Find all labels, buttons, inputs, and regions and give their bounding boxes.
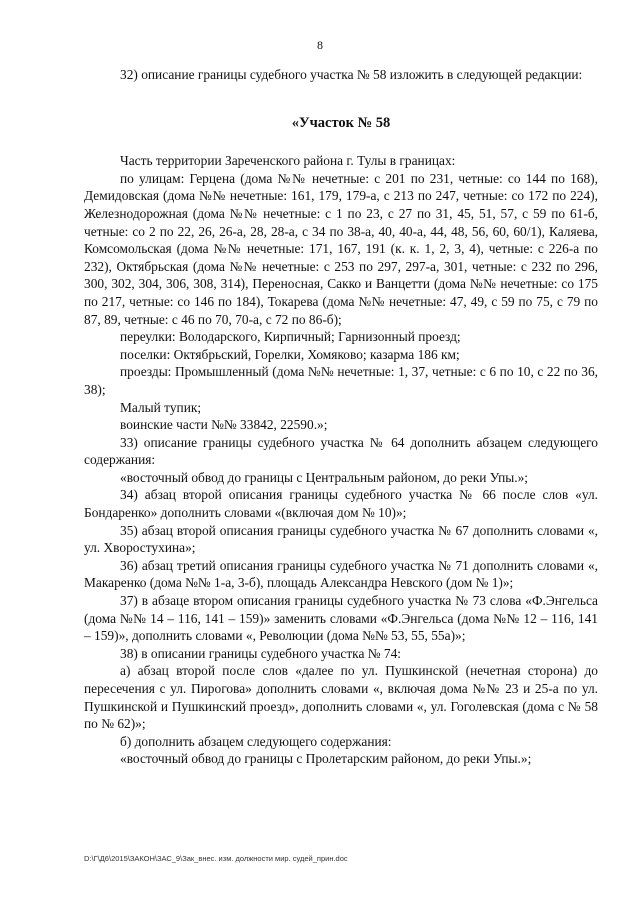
paragraph-33-quote: «восточный обвод до границы с Центральным районом, до реки Упы.»; [120, 469, 529, 485]
paragraph-dead-end: Малый тупик; [120, 399, 202, 415]
page-number: 8 [317, 38, 323, 52]
paragraph-territory: Часть территории Зареченского района г. Тулы в границах: [120, 153, 456, 169]
document-body [84, 66, 598, 768]
paragraph-33: 33) описание границы судебного участка № 64 дополнить абзацем следующего содержания: [84, 434, 598, 468]
paragraph-streets: по улицам: Герцена (дома №№ нечетные: с 201 по 231, четные: со 144 по 168), Демидовская (дома №№ нечетные: 161, 179, 179-а, с 213 по 247, четные: со 172 по 224), Железнодорожная (дома №№ нечетные: с 1 по 23, с 27 по 31, 45, 51, 57, с 59 по 61-б, четные: со 2 по 22, 26, 26-а, 28, 28-а, с 34 по 38-а, 40, 40-а, 44, 48, 56, 60, 60/1), Каляева, Комсомольская (дома №№ нечетные: 171, 167, 191 (к. к. 1, 2, 3, 4), четные: с 226-а по 232), Октябрьская (дома №№ нечетные: с 253 по 297, 297-а, 301, четные: с 232 по 296, 300, 302, 304, 306, 308, 314), Переносная, Сакко и Ванцетти (дома №№ нечетные: со 175 по 217, четные: со 146 по 184), Токарева (дома №№ нечетные: 47, 49, с 59 по 75, с 79 по 87, 89, четные: с 46 по 70, 70-а, с 72 по 86-б); [84, 170, 598, 327]
paragraph-passages: проезды: Промышленный (дома №№ нечетные: 1, 37, четные: с 6 по 10, с 22 по 36, 38); [84, 364, 598, 397]
paragraph-lanes: переулки: Володарского, Кирпичный; Гарнизонный проезд; [120, 329, 461, 345]
paragraph-34: 34) абзац второй описания границы судебного участка № 66 после слов «ул. Бондаренко» дополнить словами «(включая дом № 10)»; [84, 487, 598, 521]
paragraph-32: 32) описание границы судебного участка № 58 изложить в следующей редакции: [120, 67, 583, 82]
paragraph-35: 35) абзац второй описания границы судебного участка № 67 дополнить словами «, ул. Хворостухина»; [84, 522, 598, 556]
file-path-footer: D:\Г\Д6\2015\ЗАКОН\ЗАС_9\Зак_внес. изм. должности мир. судей_прин.doc [84, 854, 348, 863]
paragraph-38: 38) в описании границы судебного участка № 74: [120, 645, 402, 661]
paragraph-37: 37) в абзаце втором описания границы судебного участка № 73 слова «Ф.Энгельса (дома №№ 14 – 116, 141 – 159)» заменить словами «Ф.Энгельса (дома №№ 12 – 116, 141 – 159)», дополнить словами «, Революции (дома №№ 53, 55, 55а)»; [84, 593, 598, 644]
paragraph-settlements: поселки: Октябрьский, Горелки, Хомяково; казарма 186 км; [120, 346, 460, 362]
paragraph-36: 36) абзац третий описания границы судебного участка № 71 дополнить словами «, Макаренко (дома №№ 1-а, 3-б), площадь Александра Невского (дом № 1)»; [84, 557, 598, 591]
section-heading: «Участок № 58 [291, 114, 391, 131]
paragraph-38-a: а) абзац второй после слов «далее по ул. Пушкинской (нечетная сторона) до пересечения с ул. Пирогова» дополнить словами «, включая дома №№ 23 и 25-а по ул. Пушкинской и Пушкинский проезд», дополнить словами «, ул. Гоголевская (дома с № 58 по № 62)»; [84, 663, 598, 732]
paragraph-military-units: воинские части №№ 33842, 22590.»; [120, 417, 328, 433]
paragraph-38-b-quote: «восточный обвод до границы с Пролетарским районом, до реки Упы.»; [120, 751, 532, 767]
paragraph-38-b: б) дополнить абзацем следующего содержания: [120, 733, 392, 749]
